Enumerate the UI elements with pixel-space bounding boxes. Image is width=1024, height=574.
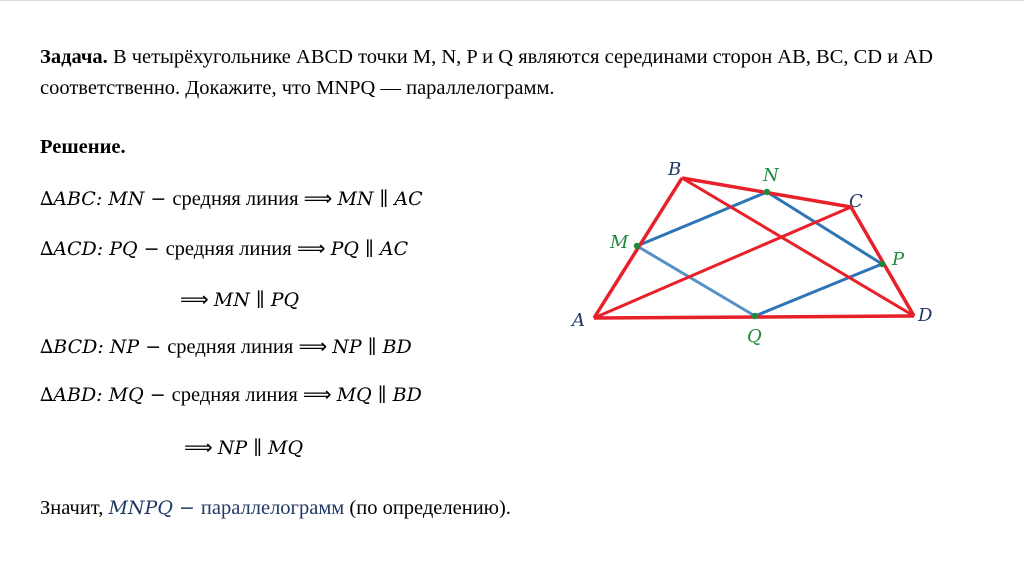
step-2-text: средняя линия <box>165 238 292 260</box>
step-2-arrow: ⟹ <box>296 236 326 260</box>
step-2-dash: − <box>137 238 166 260</box>
label-c: C <box>849 191 863 212</box>
midpoint-m-dot <box>634 243 640 249</box>
segment-pq <box>755 264 882 316</box>
label-p: P <box>892 249 905 270</box>
midpoint-n-dot <box>764 189 770 195</box>
step-5-triangle: ∆ABD: MQ <box>40 384 144 406</box>
solution-title: Решение. <box>40 136 126 158</box>
step-4-triangle: ∆BCD: NP <box>40 336 140 358</box>
step-3-result: MN ∥ PQ <box>213 289 300 311</box>
step-5-arrow: ⟹ <box>302 382 332 406</box>
conclusion-suffix: (по определению). <box>344 497 511 519</box>
conclusion-text: параллелограмм <box>200 497 345 519</box>
label-a: A <box>572 310 585 331</box>
step-1-result: MN ∥ AC <box>337 188 423 210</box>
step-6-result: NP ∥ MQ <box>217 437 304 459</box>
step-5-dash: − <box>143 384 172 406</box>
midpoint-q-dot <box>752 313 758 319</box>
problem-text: В четырёхугольнике ABCD точки M, N, P и Q являются серединами сторон AB, BC, CD и AD соответственно. Докажите, что MNPQ — параллелограмм. <box>40 46 933 99</box>
step-4-result: NP ∥ BD <box>332 336 412 358</box>
label-d: D <box>918 305 933 326</box>
step-4-arrow: ⟹ <box>298 334 328 358</box>
step-2-result: PQ ∥ AC <box>330 238 409 260</box>
conclusion-math: MNPQ − <box>108 497 201 519</box>
midpoint-p-dot <box>879 261 885 267</box>
step-3-arrow: ⟹ <box>180 287 209 311</box>
step-1-triangle: ∆ABC: MN <box>40 188 145 210</box>
step-1-arrow: ⟹ <box>303 186 333 210</box>
step-6-arrow: ⟹ <box>184 435 213 459</box>
diagonal-ac <box>594 207 851 318</box>
step-5-result: MQ ∥ BD <box>336 384 422 406</box>
problem-label: Задача. <box>40 46 108 68</box>
step-5-text: средняя линия <box>171 384 298 406</box>
step-1-text: средняя линия <box>172 188 299 210</box>
label-b: B <box>668 159 682 180</box>
step-2-triangle: ∆ACD: PQ <box>40 238 138 260</box>
label-n: N <box>763 165 779 186</box>
step-4-dash: − <box>139 336 168 358</box>
label-m: M <box>610 232 629 253</box>
step-4-text: средняя линия <box>167 336 294 358</box>
label-q: Q <box>747 326 762 347</box>
step-1-dash: − <box>144 188 173 210</box>
conclusion-prefix: Значит, <box>40 497 109 519</box>
